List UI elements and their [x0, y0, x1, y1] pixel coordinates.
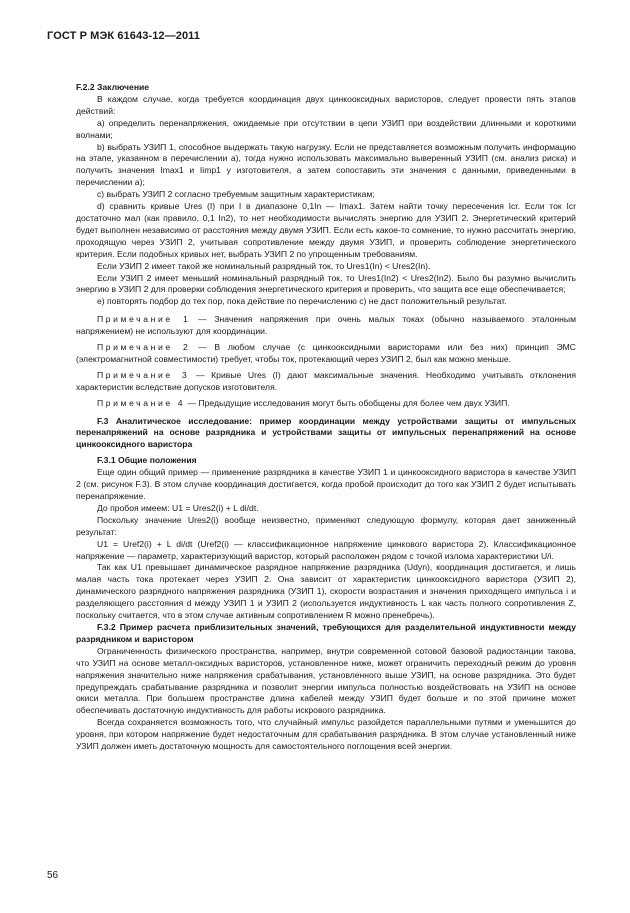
section-f31-p5: Так как U1 превышает динамическое разрядное напряжение разрядника (Udyn), координация достигается, и лишь малая часть тока протекает через УЗИП 2. Она зависит от характеристик цинкооксидного варистора (УЗИП 2), динамического разрядного напряжения разрядника (УЗИП 1), скорости возрастания и значения приходящего импульса i и разделяющего расстояния d между УЗИП 1 и УЗИП 2 (используется индуктивность L как часть полного сопротивления Z, поскольку считается, что в этом случае активным сопротивлением R можно пренебречь).	[76, 562, 576, 621]
note-1-label: Примечание 1	[97, 314, 191, 325]
note-1-text: — Значения напряжения при очень малых токах (обычно называемого эталонным напряжением) не используют для координации.	[76, 314, 576, 337]
page-number: 56	[47, 870, 59, 881]
note-4-label: Примечание 4	[97, 397, 186, 408]
section-f22-title: F.2.2 Заключение	[76, 82, 150, 92]
section-f31-p3: Поскольку значение Ures2(i) вообще неизвестно, применяют следующую формулу, которая дает заниженный результат:	[76, 514, 576, 537]
section-f31-p4: U1 = Uref2(i) + L di/dt (Uref2(i) — классификационное напряжение цинкового варистора 2). Классификационное напряжение — параметр, характеризующий варистор, который расположен рядом с точкой излома характеристики U/i.	[76, 538, 576, 561]
section-f32-p2: Всегда сохраняется возможность того, что случайный импульс разойдется параллельными путями и уменьшится до уровня, при котором напряжение будет недостаточным для срабатывания разрядника. В этом случае установленный ниже УЗИП должен иметь достаточную мощность для самостоятельного поглощения всей энергии.	[76, 717, 576, 752]
note-2	[76, 342, 576, 366]
section-f31-p2: До пробоя имеем: U1 = Ures2(i) + L di/dt.	[97, 502, 259, 513]
section-f31-p1: Еще один общий пример — применение разрядника в качестве УЗИП 1 и цинкооксидного варистора в качестве УЗИП 2 (см. рисунок F.3). В этом случае координация достигается, когда пробой происходит до того как УЗИП 2 будет испытывать перенапряжение.	[76, 467, 576, 501]
note-3-label: Примечание 3	[97, 369, 190, 380]
note-3-text: — Кривые Ures (I) дают максимальные значения. Необходимо учитывать отклонения характеристик вследствие допусков изготовителя.	[76, 369, 576, 392]
note-2-text: — В любом случае (с цинкооксидными варисторами или без них) принцип ЭМС (электромагнитной совместимости) требует, чтобы ток, протекающий через УЗИП 2, был как можно меньше.	[76, 342, 577, 364]
rule-lower-current: Если УЗИП 2 имеет меньший номинальный разрядный ток, то Ures1(In2) < Ures2(In2). Было бы разумно вычислить энергию в УЗИП 2 для проверки соблюдения энергетического критерия и проверить, что защита все еще обеспечивается;	[76, 272, 576, 295]
list-item-b: b) выбрать УЗИП 1, способное выдержать такую нагрузку. Если не представляется возможным получить информацию на этапе, указанном в перечислении а), тогда нужно использовать максимально выверенный УЗИП (см. анализ риска) и получить значения Imax1 и Iimp1 у изготовителя, а затем сопоставить эти значения с данными, приведенными в перечислении а);	[76, 141, 576, 188]
note-3	[76, 370, 576, 394]
section-f22-intro: В каждом случае, когда требуется координация двух цинкооксидных варисторов, следует провести пять этапов действий:	[76, 93, 576, 116]
note-4	[76, 398, 576, 410]
list-item-a: а) определить перенапряжения, ожидаемые при отсутствии в цепи УЗИП при воздействии длинными и короткими волнами;	[76, 117, 576, 140]
section-f3-title: F.3 Аналитическое исследование: пример координации между устройствами защиты от импульсных перенапряжений на основе разрядника и устройствами защиты от импульсных перенапряжений на основе цинкооксидного варистора	[76, 415, 576, 450]
section-f32-p1: Ограниченность физического пространства, например, внутри современной сотовой базовой радиостанции такова, что УЗИП на основе металл-оксидных варисторов, установленное ниже, может ограничить переходный режим до уровня напряжения значительно ниже напряжения срабатывания, установленного выше УЗИП, на основе разрядника. Это будет предупреждать срабатывание разрядника и позволит энергии импульса полностью воздействовать на УЗИП на основе окиси металла. При большем пространстве длина кабелей между УЗИП будет больше и по этой причине может обеспечивать достаточную индуктивность для работы искрового разрядника.	[76, 645, 576, 716]
rule-same-current: Если УЗИП 2 имеет такой же номинальный разрядный ток, то Ures1(In) < Ures2(In).	[97, 260, 431, 271]
list-item-c: с) выбрать УЗИП 2 согласно требуемым защитным характеристикам;	[97, 189, 375, 200]
note-4-text: — Предыдущие исследования могут быть обобщены для более чем двух УЗИП.	[185, 397, 510, 408]
section-f31-title: F.3.1 Общие положения	[97, 455, 197, 466]
note-1	[76, 314, 576, 338]
list-item-d: d) сравнить кривые Ures (I) при I в диапазоне 0,1In — Imax1. Затем найти точку пересечения Icr. Если ток Icr достаточно мал (как правило, 0,1 In2), то нет необходимости вычислять энергию для УЗИП 2. Энергетический критерий будет выполнен независимо от расстояния между двумя УЗИП. Если есть какое-то сомнение, то нужно рассчитать энергию, проходящую через УЗИП 2, учитывая сопротивление между двумя УЗИП, и проверить соблюдение энергетического критерия. Если подобных кривых нет, выбрать УЗИП 2 по упрощенным требованиям.	[76, 201, 576, 259]
page-content	[76, 82, 576, 753]
list-item-e: е) повторять подбор до тех пор, пока действие по перечислению с) не даст положительный результат.	[97, 296, 507, 307]
section-f32-title: F.3.2 Пример расчета приблизительных значений, требующихся для разделительной индуктивности между разрядником и варистором	[76, 621, 576, 644]
note-2-label: Примечание 2	[97, 342, 191, 353]
document-header: ГОСТ Р МЭК 61643-12—2011	[47, 30, 200, 42]
